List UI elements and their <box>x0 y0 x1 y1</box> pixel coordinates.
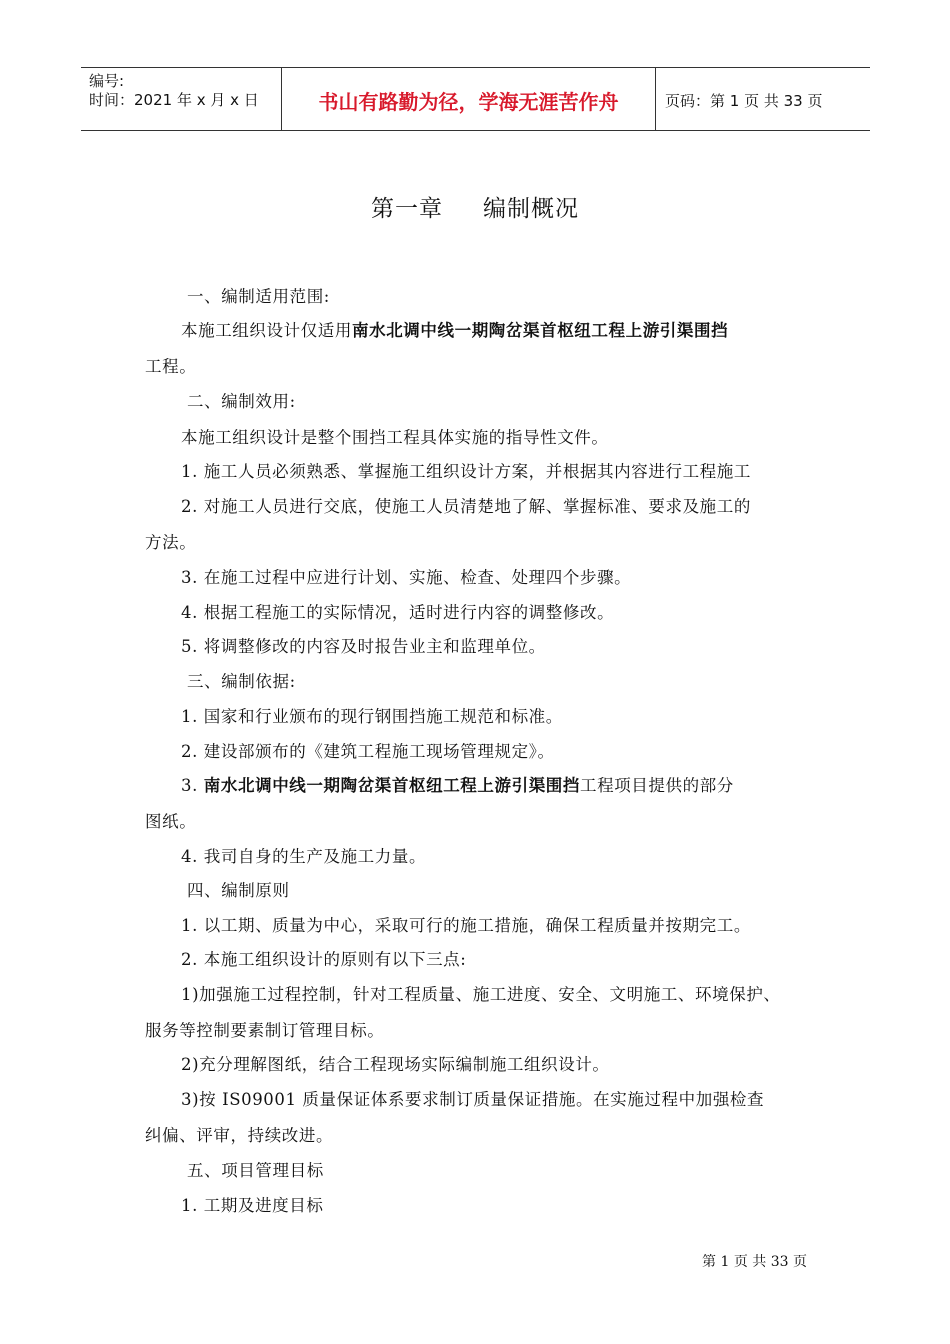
list-item: 1)加强施工过程控制，针对工程质量、施工进度、安全、文明施工、环境保护、 <box>181 985 781 1004</box>
project-name: 南水北调中线一期陶岔渠首枢纽工程上游引渠围挡 <box>203 776 580 795</box>
list-item: 2. 本施工组织设计的原则有以下三点: <box>181 950 467 969</box>
header-page-cell <box>655 68 870 130</box>
header-left-cell <box>81 68 281 130</box>
paragraph: 本施工组织设计是整个围挡工程具体实施的指导性文件。 <box>181 428 609 447</box>
list-item: 2. 对施工人员进行交底，使施工人员清楚地了解、掌握标准、要求及施工的 <box>181 497 751 516</box>
chapter-name: 编制概况 <box>483 196 579 222</box>
list-item: 1. 工期及进度目标 <box>181 1196 324 1215</box>
section-heading: 五、项目管理目标 <box>187 1161 324 1180</box>
header-table <box>81 67 870 131</box>
list-item: 1. 以工期、质量为中心，采取可行的施工措施，确保工程质量并按期完工。 <box>181 916 751 935</box>
paragraph <box>181 317 728 341</box>
header-motto-cell <box>281 68 656 130</box>
section-heading: 一、编制适用范围: <box>187 287 330 306</box>
motto: 书山有路勤为径，学海无涯苦作舟 <box>318 90 619 114</box>
text-run: 本施工组织设计仅适用 <box>181 321 352 340</box>
list-item-cont: 图纸。 <box>145 812 197 831</box>
text-run: 工程项目提供的部分 <box>580 776 734 795</box>
list-item: 4. 我司自身的生产及施工力量。 <box>181 847 427 866</box>
project-name: 南水北调中线一期陶岔渠首枢纽工程上游引渠围挡 <box>352 321 729 340</box>
chapter-title <box>0 190 950 223</box>
number-label: 编号: <box>89 72 125 90</box>
list-item-cont: 方法。 <box>145 533 197 552</box>
time-label: 时间：2021 年 x 月 x 日 <box>89 91 259 109</box>
section-heading: 三、编制依据: <box>187 672 296 691</box>
section-heading: 二、编制效用: <box>187 392 296 411</box>
paragraph-cont: 工程。 <box>145 357 197 376</box>
list-item: 2)充分理解图纸，结合工程现场实际编制施工组织设计。 <box>181 1055 610 1074</box>
list-item <box>181 772 734 796</box>
page-footer: 第 1 页 共 33 页 <box>702 1254 807 1270</box>
list-item: 2. 建设部颁布的《建筑工程施工现场管理规定》。 <box>181 742 555 761</box>
list-item: 5. 将调整修改的内容及时报告业主和监理单位。 <box>181 637 546 656</box>
list-item: 3)按 IS09001 质量保证体系要求制订质量保证措施。在实施过程中加强检查 <box>181 1090 765 1109</box>
chapter-number: 第一章 <box>371 196 443 222</box>
list-item-cont: 服务等控制要素制订管理目标。 <box>145 1021 385 1040</box>
list-item: 1. 施工人员必须熟悉、掌握施工组织设计方案，并根据其内容进行工程施工 <box>181 462 751 481</box>
page-label: 页码：第 1 页 共 33 页 <box>665 92 823 110</box>
section-heading: 四、编制原则 <box>187 881 290 900</box>
list-item: 4. 根据工程施工的实际情况，适时进行内容的调整修改。 <box>181 603 615 622</box>
list-item-cont: 纠偏、评审，持续改进。 <box>145 1126 334 1145</box>
list-item: 3. 在施工过程中应进行计划、实施、检查、处理四个步骤。 <box>181 568 632 587</box>
list-item: 1. 国家和行业颁布的现行钢围挡施工规范和标准。 <box>181 707 563 726</box>
text-run: 3. <box>181 776 204 795</box>
